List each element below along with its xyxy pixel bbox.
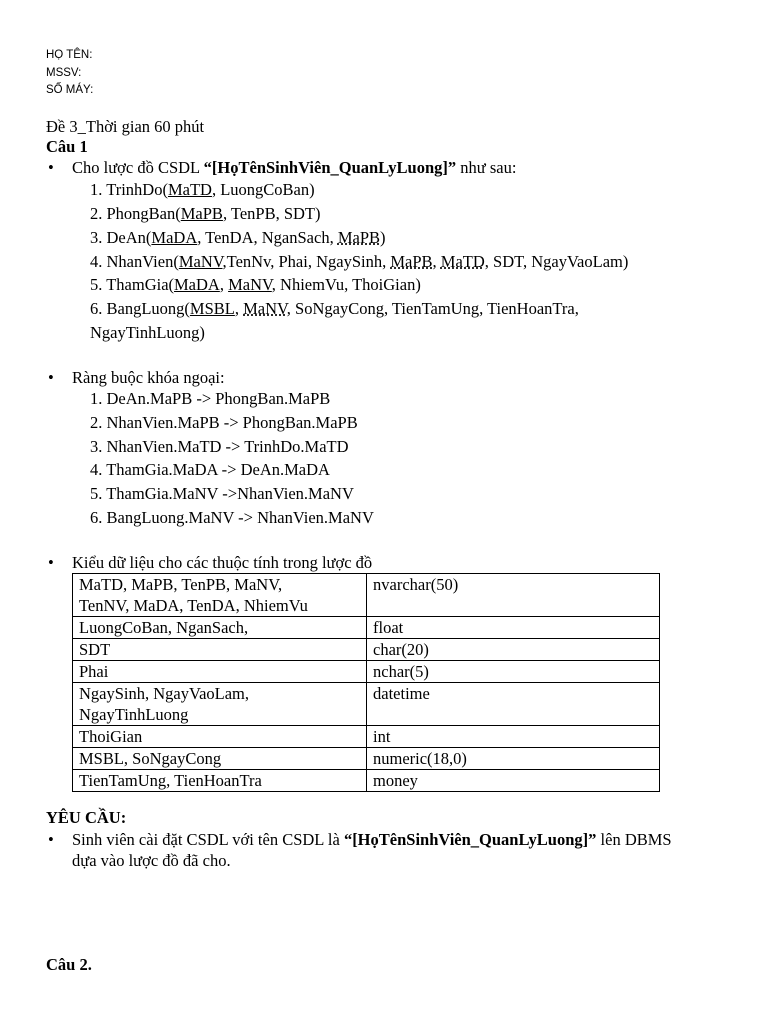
foreign-key-item: 2. NhanVien.MaPB -> PhongBan.MaPB [90,413,358,432]
table-row [73,683,660,726]
attribute-cell: ThoiGian [73,726,367,748]
attribute-cell: MaTD, MaPB, TenPB, MaNV, TenNV, MaDA, TenDA, NhiemVu [73,574,367,617]
requirement-heading: YÊU CẦU: [46,808,127,827]
primary-key: MSBL [189,299,235,318]
relation-nhanvien: 4. NhanVien(MaNV,TenNv, Phai, NgaySinh, MaPB, MaTD, SDT, NgayVaoLam) [90,252,629,271]
exam-heading [46,115,204,159]
student-id-label: MSSV: [46,66,82,79]
type-cell: int [367,726,660,748]
machine-number-label: SỐ MÁY: [46,84,94,96]
type-cell: money [367,770,660,792]
attribute-cell: NgaySinh, NgayVaoLam, NgayTinhLuong [73,683,367,726]
bullet-icon: • [48,553,54,572]
table-row [73,748,660,770]
table-row [73,639,660,661]
name-label: HỌ TÊN: [46,49,93,61]
type-cell: char(20) [367,639,660,661]
primary-key: MaPB [180,204,223,223]
foreign-key-item: 4. ThamGia.MaDA -> DeAn.MaDA [90,460,330,479]
bullet-icon: • [48,830,54,849]
primary-key: MaNV [228,275,272,294]
foreign-key: MaTD [440,252,485,271]
type-cell: datetime [367,683,660,726]
attribute-cell: TienTamUng, TienHoanTra [73,770,367,792]
database-name: “[HọTênSinhViên_QuanLyLuong]” [203,158,457,177]
requirement-text: Sinh viên cài đặt CSDL với tên CSDL là “[HọTênSinhViên_QuanLyLuong]” lên DBMS [72,830,672,849]
foreign-key-item: 1. DeAn.MaPB -> PhongBan.MaPB [90,389,331,408]
foreign-key-item: 6. BangLuong.MaNV -> NhanVien.MaNV [90,508,374,527]
primary-key: MaDA [174,275,220,294]
bullet-icon: • [48,368,54,387]
primary-key: MaDA [151,228,198,247]
type-cell: numeric(18,0) [367,748,660,770]
type-cell: float [367,617,660,639]
exam-title: Đề 3_Thời gian 60 phút [46,117,205,136]
foreign-key: MaPB [337,228,381,247]
table-row [73,661,660,683]
foreign-key: MaPB [390,252,433,271]
question-2-label: Câu 2. [46,955,92,974]
type-cell: nchar(5) [367,661,660,683]
attribute-cell: Phai [73,661,367,683]
relation-bangluong: 6. BangLuong(MSBL, MaNV, SoNgayCong, TienTamUng, TienHoanTra, [90,299,579,318]
foreign-key: MaNV [243,299,287,318]
attribute-cell: SDT [73,639,367,661]
attribute-cell: MSBL, SoNgayCong [73,748,367,770]
primary-key: MaTD [167,180,212,199]
table-row [73,726,660,748]
table-row [73,617,660,639]
relation-thamgia: 5. ThamGia(MaDA, MaNV, NhiemVu, ThoiGian) [90,275,421,294]
attribute-cell: LuongCoBan, NganSach, [73,617,367,639]
relation-bangluong-cont: NgayTinhLuong) [90,323,205,342]
bullet-icon: • [48,158,54,177]
student-info-header [46,47,93,100]
data-types-table [72,573,660,792]
requirement-text-cont: dựa vào lược đồ đã cho. [72,851,231,870]
foreign-key-title: Ràng buộc khóa ngoại: [72,368,225,387]
relation-phongban: 2. PhongBan(MaPB, TenPB, SDT) [90,204,321,223]
primary-key: MaNV [178,252,223,271]
question-1-label: Câu 1 [46,137,88,156]
table-row [73,574,660,617]
foreign-key-item: 3. NhanVien.MaTD -> TrinhDo.MaTD [90,437,349,456]
database-name: “[HọTênSinhViên_QuanLyLuong]” [343,830,597,849]
relation-dean: 3. DeAn(MaDA, TenDA, NganSach, MaPB) [90,228,386,247]
schema-intro: Cho lược đồ CSDL “[HọTênSinhViên_QuanLyLuong]” như sau: [72,158,517,177]
table-row [73,770,660,792]
foreign-key-item: 5. ThamGia.MaNV ->NhanVien.MaNV [90,484,354,503]
relation-trinhdo: 1. TrinhDo(MaTD, LuongCoBan) [90,180,315,199]
type-cell: nvarchar(50) [367,574,660,617]
data-types-title: Kiểu dữ liệu cho các thuộc tính trong lược đồ [72,553,373,572]
